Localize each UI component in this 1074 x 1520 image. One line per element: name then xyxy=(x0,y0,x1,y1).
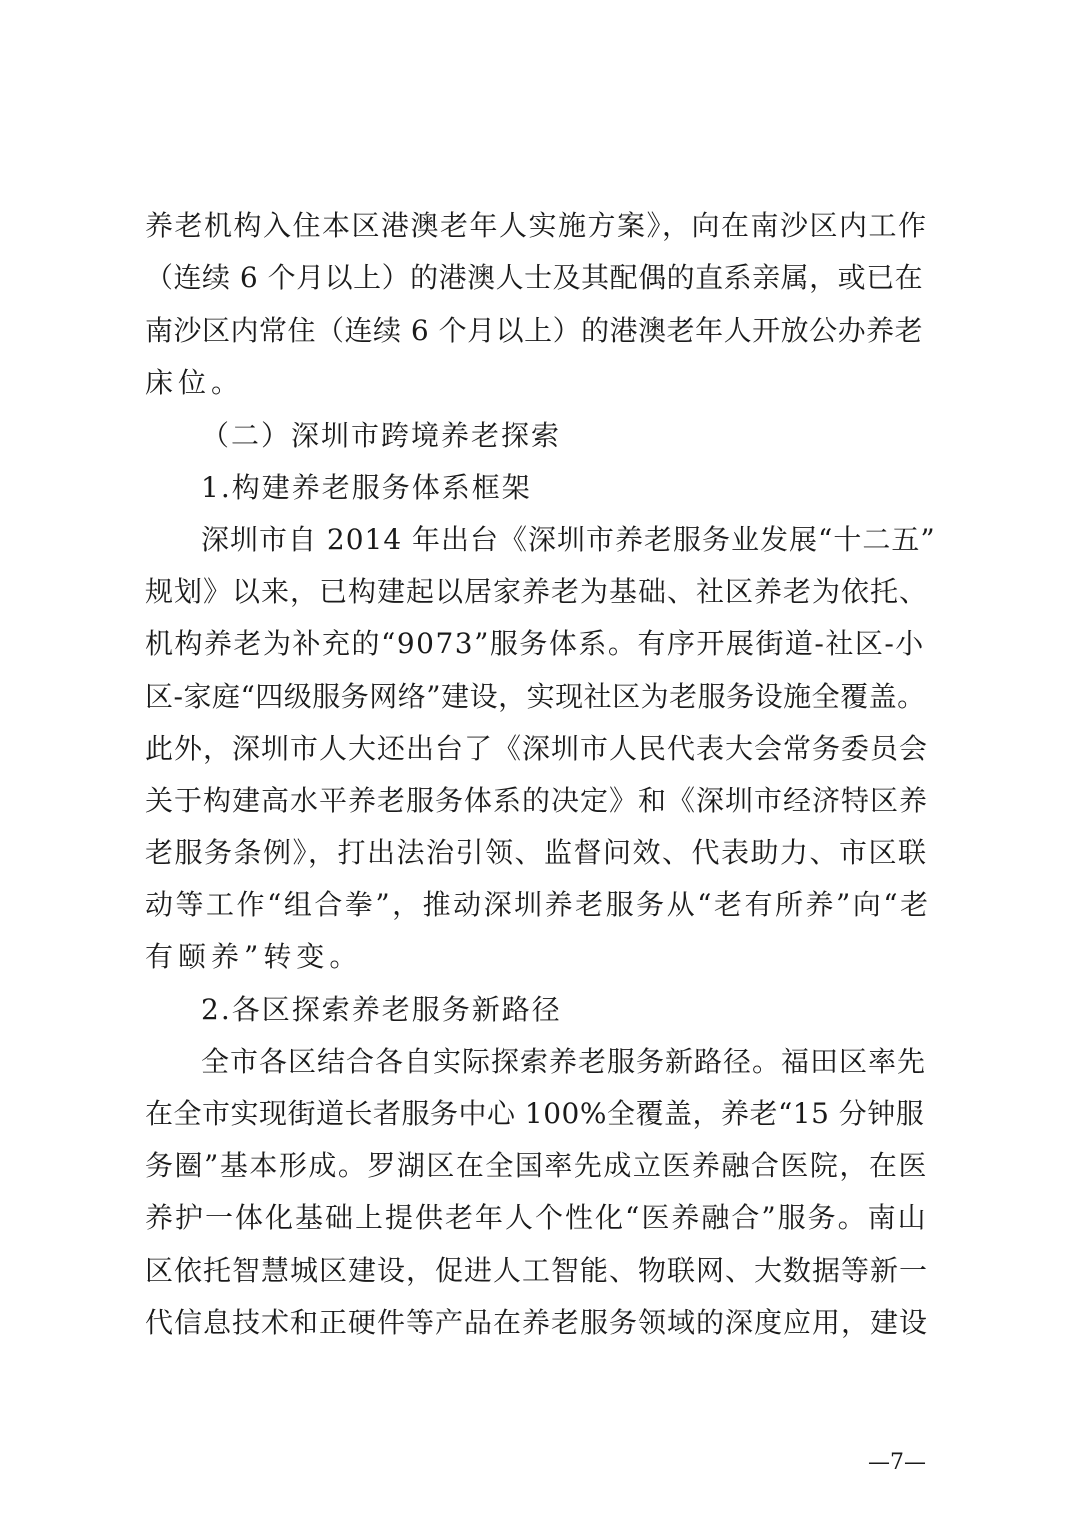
text-line: 关于构建高水平养老服务体系的决定》和《深圳市经济特区养 xyxy=(145,784,929,817)
text-line: （连续 6 个月以上）的港澳人士及其配偶的直系亲属，或已在 xyxy=(145,261,924,294)
text-line: 有颐养”转变。 xyxy=(145,940,363,973)
text-line: 务圈”基本形成。罗湖区在全国率先成立医养融合医院，在医 xyxy=(145,1149,928,1182)
text-line: 南沙区内常住（连续 6 个月以上）的港澳老年人开放公办养老 xyxy=(145,314,924,347)
text-line: 代信息技术和正硬件等产品在养老服务领域的深度应用，建设 xyxy=(145,1306,929,1339)
subsection-heading: 1.构建养老服务体系框架 xyxy=(201,471,532,504)
subsection-heading: 2.各区探索养老服务新路径 xyxy=(201,993,562,1026)
text-line: 老服务条例》，打出法治引领、监督问效、代表助力、市区联 xyxy=(145,836,928,869)
section-heading: （二）深圳市跨境养老探索 xyxy=(201,419,562,452)
page-number: —7— xyxy=(868,1450,926,1475)
text-line: 此外，深圳市人大还出台了《深圳市人民代表大会常务委员会 xyxy=(145,732,929,765)
text-line: 在全市实现街道长者服务中心 100%全覆盖，养老“15 分钟服 xyxy=(145,1097,925,1130)
text-line: 床位。 xyxy=(145,366,245,399)
text-line: 区-家庭“四级服务网络”建设，实现社区为老服务设施全覆盖。 xyxy=(145,680,926,713)
text-line: 机构养老为补充的“9073”服务体系。有序开展街道-社区-小 xyxy=(145,627,925,660)
text-line: 规划》以来，已构建起以居家养老为基础、社区养老为依托、 xyxy=(145,575,929,608)
text-line: 动等工作“组合拳”，推动深圳养老服务从“老有所养”向“老 xyxy=(145,888,931,921)
text-line: 区依托智慧城区建设，促进人工智能、物联网、大数据等新一 xyxy=(145,1254,929,1287)
text-line: 养老机构入住本区港澳老年人实施方案》，向在南沙区内工作 xyxy=(145,209,928,242)
text-line: 全市各区结合各自实际探索养老服务新路径。福田区率先 xyxy=(201,1045,927,1078)
text-line: 养护一体化基础上提供老年人个性化“医养融合”服务。南山 xyxy=(145,1201,928,1234)
text-line: 深圳市自 2014 年出台《深圳市养老服务业发展“十二五” xyxy=(201,523,936,556)
